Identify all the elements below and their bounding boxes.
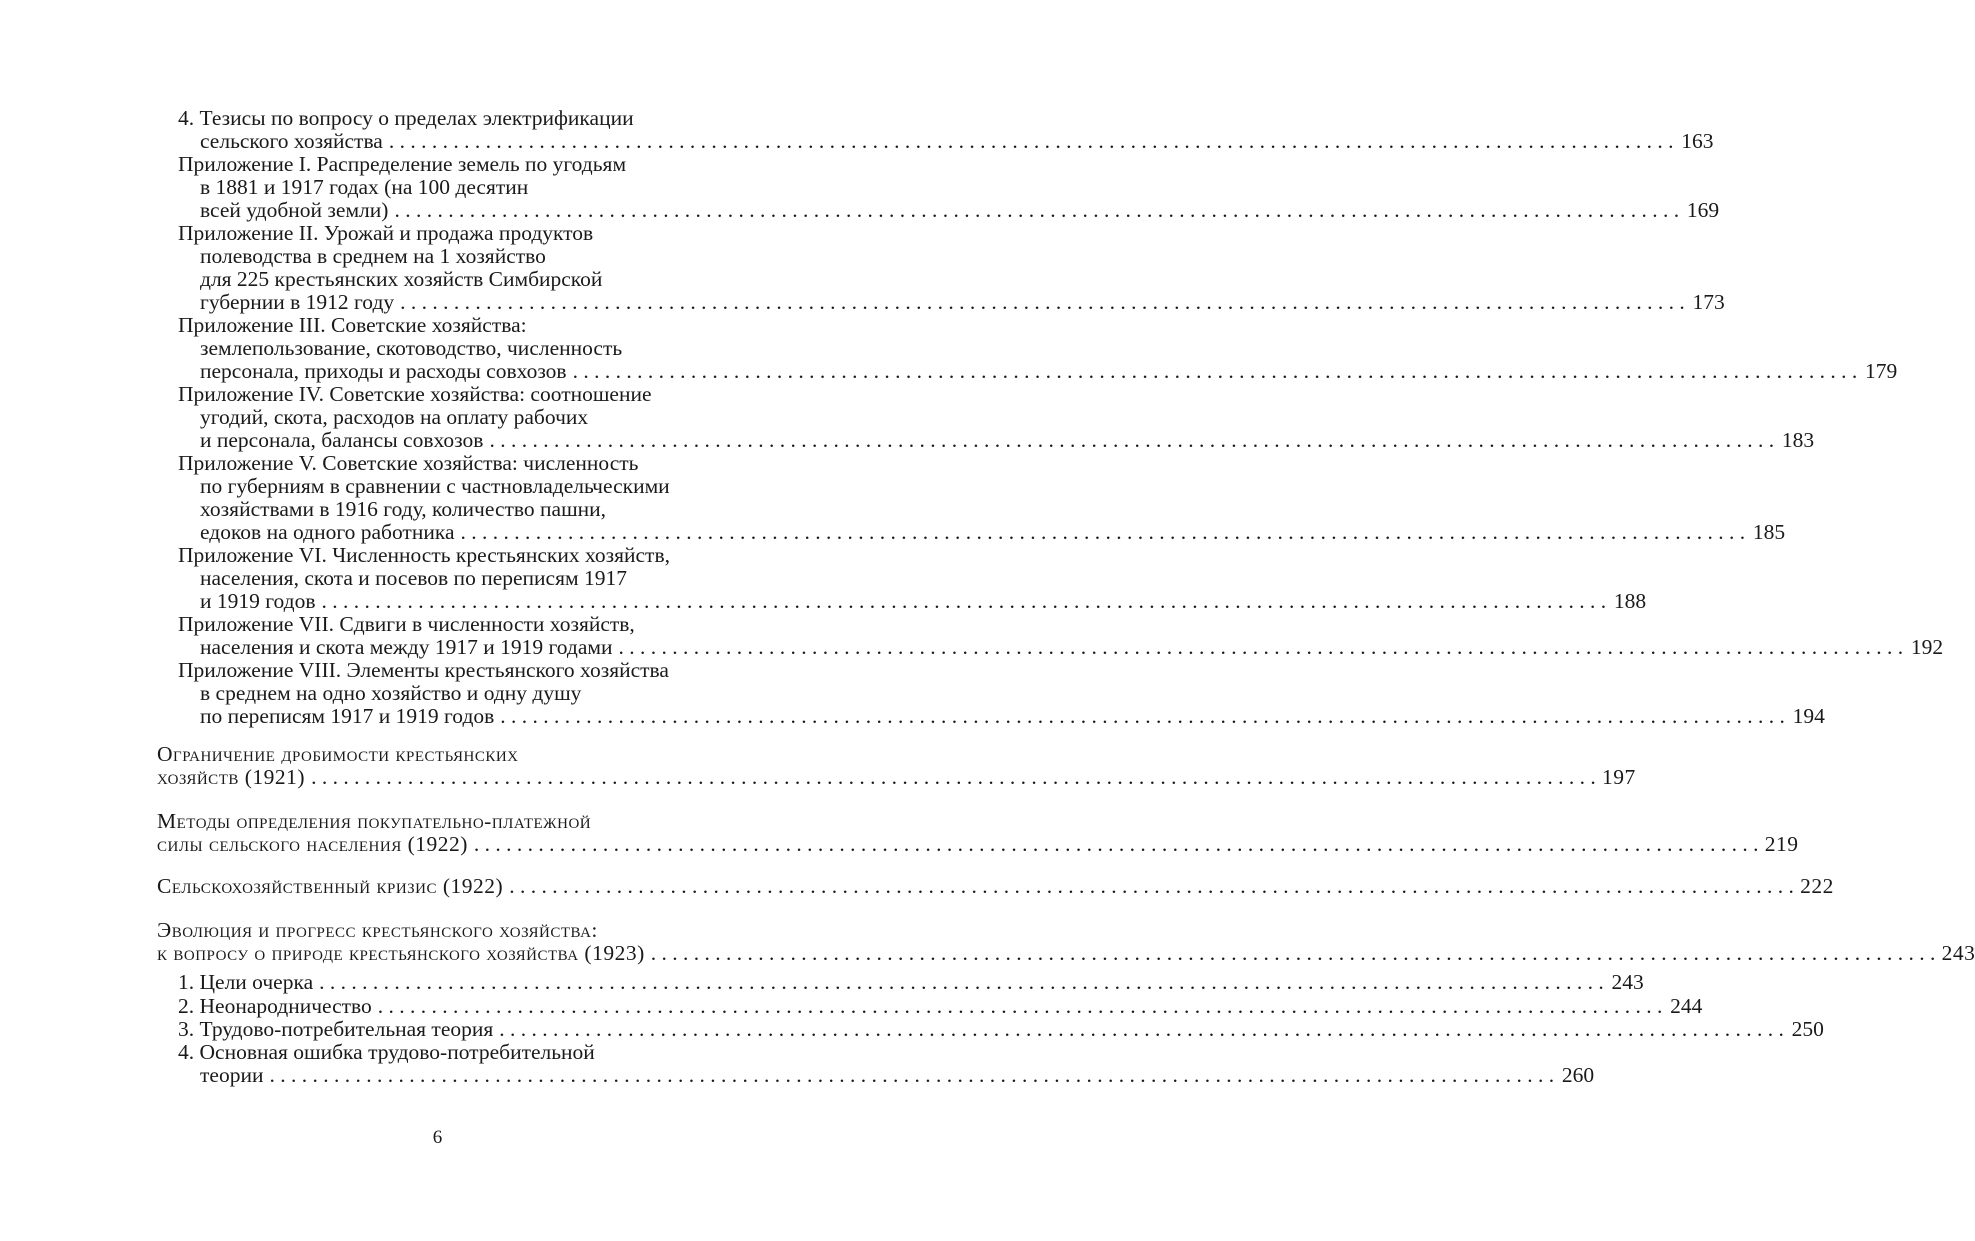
- toc-entry-title: Приложение VII. Сдвиги в численности хозяйств,: [178, 612, 635, 636]
- toc-line: [200, 1062, 1595, 1088]
- toc-entry-title: хозяйствами в 1916 году, количество пашни,: [200, 497, 607, 521]
- leader-dots: . . . . . . . . . . . . . . . . . . . . . . . . . . . . . . . . . . . . . . . . . . . . . . . . . . . . . . . . . . . . . . . . . . . . . . . . . . . . . . . . . . . . . . . . . . . . . . . . . . . . . . . . . . . . . . . . . . . . . . . .: [499, 1017, 1784, 1041]
- toc-entry-title: землепользование, скотоводство, численность: [200, 336, 623, 360]
- toc-entry-title: Приложение IV. Советские хозяйства: соотношение: [178, 382, 652, 406]
- toc-entry-title: и 1919 годов: [200, 589, 316, 613]
- toc-entry-title: по губерниям в сравнении с частновладельческими: [200, 474, 670, 498]
- page-number: 6: [432, 1127, 443, 1148]
- toc-entry-title: Приложение VI. Численность крестьянских хозяйств,: [178, 543, 670, 567]
- toc-entry-title: Сельскохозяйственный кризис (1922): [157, 874, 504, 898]
- toc-line: [157, 873, 1834, 899]
- toc-entry-page: 260: [1561, 1063, 1595, 1087]
- toc-entry-title: едоков на одного работника: [200, 520, 455, 544]
- toc-entry-title: Приложение VIII. Элементы крестьянского хозяйства: [178, 658, 669, 682]
- leader-dots: . . . . . . . . . . . . . . . . . . . . . . . . . . . . . . . . . . . . . . . . . . . . . . . . . . . . . . . . . . . . . . . . . . . . . . . . . . . . . . . . . . . . . . . . . . . . . . . . . . . . . . . . . . . . . . . . . . . . . . . .: [500, 704, 1785, 728]
- toc-line: [178, 969, 1644, 995]
- leader-dots: . . . . . . . . . . . . . . . . . . . . . . . . . . . . . . . . . . . . . . . . . . . . . . . . . . . . . . . . . . . . . . . . . . . . . . . . . . . . . . . . . . . . . . . . . . . . . . . . . . . . . . . . . . . . . . . . . . . . . . . .: [319, 970, 1604, 994]
- toc-entry-title: населения, скота и посевов по переписям 1917: [200, 566, 627, 590]
- toc-entry-title: в среднем на одно хозяйство и одну душу: [200, 681, 582, 705]
- leader-dots: . . . . . . . . . . . . . . . . . . . . . . . . . . . . . . . . . . . . . . . . . . . . . . . . . . . . . . . . . . . . . . . . . . . . . . . . . . . . . . . . . . . . . . . . . . . . . . . . . . . . . . . . . . . . . . . . . . . . . . . .: [509, 874, 1794, 898]
- toc-line: [157, 940, 1975, 966]
- toc-entry-title: по переписям 1917 и 1919 годов: [200, 704, 495, 728]
- leader-dots: . . . . . . . . . . . . . . . . . . . . . . . . . . . . . . . . . . . . . . . . . . . . . . . . . . . . . . . . . . . . . . . . . . . . . . . . . . . . . . . . . . . . . . . . . . . . . . . . . . . . . . . . . . . . . . . . . . . . . . . .: [400, 290, 1685, 314]
- toc-entry-title: и персонала, балансы совхозов: [200, 428, 484, 452]
- toc-entry-page: 185: [1752, 520, 1786, 544]
- toc-entry-title: угодий, скота, расходов на оплату рабочих: [200, 405, 589, 429]
- toc-entry-title: 1. Цели очерка: [178, 970, 314, 994]
- leader-dots: . . . . . . . . . . . . . . . . . . . . . . . . . . . . . . . . . . . . . . . . . . . . . . . . . . . . . . . . . . . . . . . . . . . . . . . . . . . . . . . . . . . . . . . . . . . . . . . . . . . . . . . . . . . . . . . . . . . . . . . .: [473, 832, 1759, 856]
- toc-entry-page: 243: [1941, 941, 1975, 965]
- toc-entry-title: в 1881 и 1917 годах (на 100 десятин: [200, 175, 529, 199]
- toc-line: [157, 831, 1799, 857]
- toc-entry-title: Приложение I. Распределение земель по угодьям: [178, 152, 627, 176]
- toc-entry-page: 169: [1686, 198, 1720, 222]
- toc-entry-title: теории: [200, 1063, 264, 1087]
- toc-entry-title: 2. Неонародничество: [178, 994, 372, 1018]
- toc-entry-title: населения и скота между 1917 и 1919 годами: [200, 635, 613, 659]
- toc-entry-title: Приложение II. Урожай и продажа продуктов: [178, 221, 594, 245]
- toc-entry-title: Методы определения покупательно-платежной: [157, 809, 592, 833]
- leader-dots: . . . . . . . . . . . . . . . . . . . . . . . . . . . . . . . . . . . . . . . . . . . . . . . . . . . . . . . . . . . . . . . . . . . . . . . . . . . . . . . . . . . . . . . . . . . . . . . . . . . . . . . . . . . . . . . . . . . . . . . .: [650, 941, 1936, 965]
- leader-dots: . . . . . . . . . . . . . . . . . . . . . . . . . . . . . . . . . . . . . . . . . . . . . . . . . . . . . . . . . . . . . . . . . . . . . . . . . . . . . . . . . . . . . . . . . . . . . . . . . . . . . . . . . . . . . . . . . . . . . . . .: [394, 198, 1680, 222]
- toc-entry-title: всей удобной земли): [200, 198, 389, 222]
- toc-entry-page: 219: [1764, 832, 1799, 856]
- leader-dots: . . . . . . . . . . . . . . . . . . . . . . . . . . . . . . . . . . . . . . . . . . . . . . . . . . . . . . . . . . . . . . . . . . . . . . . . . . . . . . . . . . . . . . . . . . . . . . . . . . . . . . . . . . . . . . . . . . . . . . . .: [388, 129, 1674, 153]
- toc-entry-title: 4. Основная ошибка трудово-потребительной: [178, 1040, 595, 1064]
- leader-dots: . . . . . . . . . . . . . . . . . . . . . . . . . . . . . . . . . . . . . . . . . . . . . . . . . . . . . . . . . . . . . . . . . . . . . . . . . . . . . . . . . . . . . . . . . . . . . . . . . . . . . . . . . . . . . . . . . . . . . . . .: [618, 635, 1904, 659]
- toc-entry-title: 4. Тезисы по вопросу о пределах электрификации: [178, 106, 634, 130]
- toc-entry-page: 179: [1864, 359, 1898, 383]
- toc-entry-page: 173: [1692, 290, 1725, 314]
- toc-entry-title: губернии в 1912 году: [200, 290, 395, 314]
- toc-entry-title: силы сельского населения (1922): [157, 832, 468, 856]
- toc-entry-title: Приложение III. Советские хозяйства:: [178, 313, 527, 337]
- toc-entry-page: 243: [1611, 970, 1644, 994]
- leader-dots: . . . . . . . . . . . . . . . . . . . . . . . . . . . . . . . . . . . . . . . . . . . . . . . . . . . . . . . . . . . . . . . . . . . . . . . . . . . . . . . . . . . . . . . . . . . . . . . . . . . . . . . . . . . . . . . . . . . . . . . .: [572, 359, 1858, 383]
- toc-entry-title: для 225 крестьянских хозяйств Симбирской: [200, 267, 603, 291]
- toc-entry-title: полеводства в среднем на 1 хозяйство: [200, 244, 546, 268]
- toc-entry-page: 250: [1791, 1017, 1824, 1041]
- toc-entry-page: 244: [1670, 994, 1703, 1018]
- toc-entry-page: 183: [1781, 428, 1815, 452]
- leader-dots: . . . . . . . . . . . . . . . . . . . . . . . . . . . . . . . . . . . . . . . . . . . . . . . . . . . . . . . . . . . . . . . . . . . . . . . . . . . . . . . . . . . . . . . . . . . . . . . . . . . . . . . . . . . . . . . . . . . . . . . .: [311, 765, 1596, 789]
- toc-entry-title: к вопросу о природе крестьянского хозяйства (1923): [157, 941, 645, 965]
- toc-entry-title: 3. Трудово-потребительная теория: [178, 1017, 494, 1041]
- toc-entry-page: 163: [1681, 129, 1714, 153]
- toc-entry-title: сельского хозяйства: [200, 129, 383, 153]
- toc-entry-page: 197: [1601, 765, 1636, 789]
- leader-dots: . . . . . . . . . . . . . . . . . . . . . . . . . . . . . . . . . . . . . . . . . . . . . . . . . . . . . . . . . . . . . . . . . . . . . . . . . . . . . . . . . . . . . . . . . . . . . . . . . . . . . . . . . . . . . . . . . . . . . . . .: [377, 994, 1663, 1018]
- toc-entry-page: 222: [1800, 874, 1834, 898]
- toc-entry-title: Эволюция и прогресс крестьянского хозяйства:: [157, 918, 598, 942]
- toc-entry-title: Приложение V. Советские хозяйства: численность: [178, 451, 639, 475]
- leader-dots: . . . . . . . . . . . . . . . . . . . . . . . . . . . . . . . . . . . . . . . . . . . . . . . . . . . . . . . . . . . . . . . . . . . . . . . . . . . . . . . . . . . . . . . . . . . . . . . . . . . . . . . . . . . . . . . . . . . . . . . .: [321, 589, 1607, 613]
- leader-dots: . . . . . . . . . . . . . . . . . . . . . . . . . . . . . . . . . . . . . . . . . . . . . . . . . . . . . . . . . . . . . . . . . . . . . . . . . . . . . . . . . . . . . . . . . . . . . . . . . . . . . . . . . . . . . . . . . . . . . . . .: [489, 428, 1775, 452]
- toc-line: [157, 764, 1636, 790]
- toc-entry-title: персонала, приходы и расходы совхозов: [200, 359, 567, 383]
- toc-entry-page: 188: [1613, 589, 1647, 613]
- leader-dots: . . . . . . . . . . . . . . . . . . . . . . . . . . . . . . . . . . . . . . . . . . . . . . . . . . . . . . . . . . . . . . . . . . . . . . . . . . . . . . . . . . . . . . . . . . . . . . . . . . . . . . . . . . . . . . . . . . . . . . . .: [269, 1063, 1555, 1087]
- toc-line: [200, 703, 1825, 729]
- toc-entry-page: 194: [1792, 704, 1825, 728]
- toc-entry-page: 192: [1910, 635, 1944, 659]
- toc-entry-title: хозяйств (1921): [157, 765, 306, 789]
- toc-entry-title: Ограничение дробимости крестьянских: [157, 742, 519, 766]
- leader-dots: . . . . . . . . . . . . . . . . . . . . . . . . . . . . . . . . . . . . . . . . . . . . . . . . . . . . . . . . . . . . . . . . . . . . . . . . . . . . . . . . . . . . . . . . . . . . . . . . . . . . . . . . . . . . . . . . . . . . . . . .: [460, 520, 1746, 544]
